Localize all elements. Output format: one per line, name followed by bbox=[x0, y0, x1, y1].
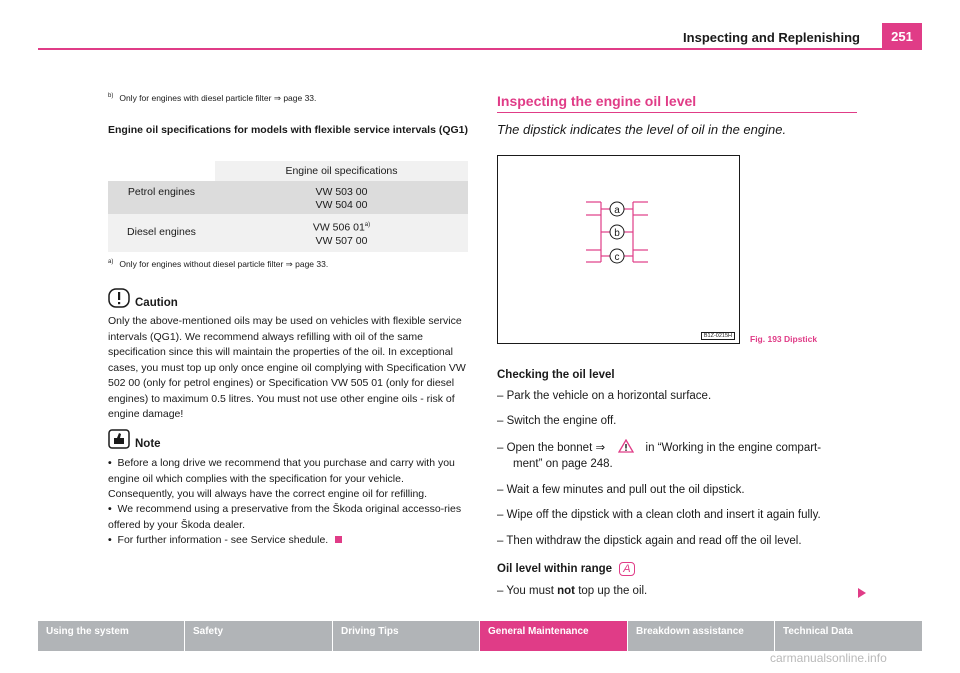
bullet-icon: • bbox=[108, 457, 112, 469]
figure-label-b: b bbox=[614, 228, 620, 239]
note-bullet bbox=[108, 533, 470, 549]
caution-text: Only the above-mentioned oils may be used on vehicles with flexible service intervals (QG1). We recommend always refilling with oil of the same specification since this will maintain the properties of the oil. In exceptional cases, you must top up only once engine oil complying with Specification VW 502 00 (only for petrol engines) or Specification VW 505 01 (only for diesel engines) to maximum 0.5 litres. You must not use other engine oils - risk of engine damage! bbox=[108, 315, 466, 420]
bonnet-step-suffix: in “Working in the engine compart- bbox=[645, 442, 822, 454]
nav-technical-data[interactable]: Technical Data bbox=[775, 621, 922, 651]
must-step-emphasis: not bbox=[557, 585, 575, 597]
spec-value: VW 507 00 bbox=[315, 234, 368, 247]
page-header-title: Inspecting and Replenishing bbox=[683, 30, 860, 45]
range-ref-badge bbox=[619, 562, 634, 576]
nav-general-maintenance[interactable]: General Maintenance bbox=[480, 621, 628, 651]
footnote-a bbox=[108, 259, 328, 270]
footnote-b-text: Only for engines with diesel particle filter ⇒ page 33. bbox=[119, 93, 317, 103]
note-bullet bbox=[108, 502, 470, 533]
step-item: – Switch the engine off. bbox=[497, 415, 617, 427]
footnote-a-mark: a) bbox=[108, 259, 114, 266]
caution-icon bbox=[108, 288, 130, 313]
step-item: – Wipe off the dipstick with a clean cloth and insert it again fully. bbox=[497, 509, 821, 521]
table-header-cell: Engine oil specifications bbox=[215, 161, 468, 181]
warning-triangle-icon bbox=[618, 439, 634, 458]
table-row-label: Petrol engines bbox=[127, 186, 196, 198]
footnote-b bbox=[108, 93, 316, 104]
figure-label-a: a bbox=[614, 205, 620, 216]
bullet-icon: • bbox=[108, 503, 112, 515]
spec-value-text: VW 506 01 bbox=[312, 221, 365, 234]
table-row-values bbox=[215, 181, 468, 214]
range-heading-row bbox=[497, 561, 635, 577]
nav-using-the-system[interactable]: Using the system bbox=[38, 621, 185, 651]
must-step-prefix: – You must bbox=[497, 585, 554, 597]
step-item-must bbox=[497, 583, 647, 599]
spec-value: VW 504 00 bbox=[315, 199, 368, 211]
note-bullet-text: Before a long drive we recommend that you purchase and carry with you engine oil which complies with the specification for your vehicle. Consequently, you will always have the correct engine oil for refilling. bbox=[108, 457, 455, 500]
dipstick-illustration bbox=[498, 156, 739, 343]
spec-value bbox=[215, 219, 468, 235]
end-of-section-square-icon bbox=[335, 536, 342, 543]
note-icon bbox=[108, 429, 130, 454]
nav-breakdown-assistance[interactable]: Breakdown assistance bbox=[628, 621, 775, 651]
spec-value-footnote-ref: a) bbox=[364, 222, 371, 228]
page-number: 251 bbox=[882, 23, 922, 49]
nav-driving-tips[interactable]: Driving Tips bbox=[333, 621, 480, 651]
table-row-values bbox=[215, 214, 468, 252]
spec-value: VW 503 00 bbox=[315, 186, 368, 198]
bonnet-step-line2: ment” on page 248. bbox=[513, 458, 613, 470]
step-item: – Park the vehicle on a horizontal surface. bbox=[497, 390, 712, 402]
section-title: Inspecting the engine oil level bbox=[497, 93, 697, 109]
bullet-icon: • bbox=[108, 534, 112, 546]
checking-heading: Checking the oil level bbox=[497, 369, 615, 381]
figure-caption: Fig. 193 Dipstick bbox=[750, 334, 818, 344]
section-divider bbox=[497, 112, 857, 113]
step-item: – Then withdraw the dipstick again and read off the oil level. bbox=[497, 535, 802, 547]
note-title: Note bbox=[135, 438, 161, 450]
note-bullet-text: We recommend using a preservative from the Škoda original accesso-ries offered by your Škoda dealer. bbox=[108, 503, 462, 531]
caution-title: Caution bbox=[135, 297, 178, 309]
table-row-label: Diesel engines bbox=[127, 226, 196, 238]
watermark: carmanualsonline.info bbox=[770, 651, 887, 665]
section-lead: The dipstick indicates the level of oil in the engine. bbox=[497, 122, 787, 137]
footnote-a-text: Only for engines without diesel particle filter ⇒ page 33. bbox=[119, 259, 329, 269]
footer-nav bbox=[38, 621, 922, 651]
footnote-b-mark: b) bbox=[108, 93, 114, 100]
nav-safety[interactable]: Safety bbox=[185, 621, 333, 651]
step-item: – Wait a few minutes and pull out the oil dipstick. bbox=[497, 484, 745, 496]
note-bullet-text: For further information - see Service shedule. bbox=[117, 534, 329, 546]
dipstick-figure bbox=[497, 155, 740, 344]
bonnet-step-prefix: – Open the bonnet ⇒ bbox=[497, 442, 606, 454]
next-page-arrow-icon[interactable] bbox=[858, 588, 866, 598]
figure-label-c: c bbox=[614, 252, 620, 263]
must-step-suffix: top up the oil. bbox=[578, 585, 648, 597]
range-ref-label: A bbox=[623, 563, 631, 575]
range-heading: Oil level within range bbox=[497, 563, 613, 575]
note-bullet bbox=[108, 456, 470, 503]
header-divider bbox=[38, 48, 922, 50]
table-heading: Engine oil specifications for models with flexible service intervals (QG1) bbox=[108, 124, 469, 136]
figure-code: B1Z-0215H bbox=[701, 332, 735, 340]
oil-spec-table bbox=[108, 161, 468, 252]
